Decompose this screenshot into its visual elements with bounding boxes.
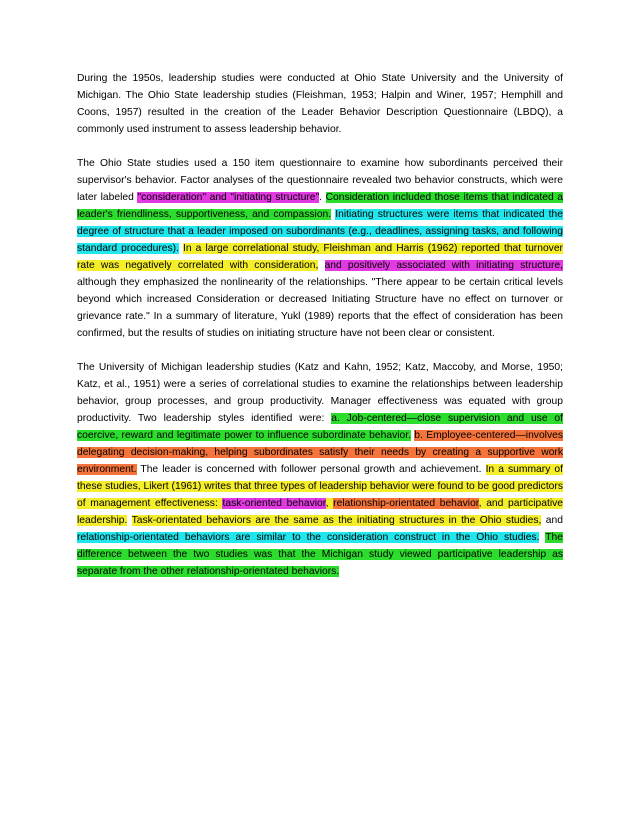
highlighted-text-span: In a summary of these studies, Likert (1961) writes that three types of leadership behavior were found to be good predictors of management effectiveness: bbox=[77, 464, 563, 509]
highlighted-text-span: relationship-orientated behavior bbox=[333, 498, 479, 509]
paragraph-2 bbox=[77, 155, 563, 342]
highlighted-text-span: and positively associated with initiating structure, bbox=[324, 260, 563, 271]
text-span: although they emphasized the nonlinearity of the relationships. "There appear to be certain critical levels beyond which increased Consideration or decreased Initiating Structure have no effect on turnover or grievance rate." In a summary of literature, Yukl (1989) reports that the effect of consideration has been confirmed, but the results of studies on initiating structure have not been clear or consistent. bbox=[77, 277, 563, 339]
highlighted-text-span: relationship-orientated behaviors are similar to the consideration construct in the Ohio studies. bbox=[77, 532, 540, 543]
paragraph-1 bbox=[77, 70, 563, 138]
highlighted-text-span: Consideration included those items that indicated a leader's friendliness, supportiveness, and compassion. bbox=[77, 192, 563, 220]
highlighted-text-span: , bbox=[325, 498, 334, 509]
highlighted-text-span: "consideration" and "initiating structure" bbox=[137, 192, 320, 203]
highlighted-text-span: b. Employee-centered—involves delegating decision-making, helping subordinates satisfy their needs by creating a supportive work environment. bbox=[77, 430, 563, 475]
highlighted-text-span: Initiating structures were items that indicated the degree of structure that a leader imposed on subordinants (e.g., deadlines, assigning tasks, and following standard procedures). bbox=[77, 209, 563, 254]
highlighted-text-span: , and participative leadership. bbox=[77, 498, 563, 526]
document-body bbox=[77, 70, 563, 597]
text-span: During the 1950s, leadership studies were conducted at Ohio State University and the University of Michigan. The Ohio State leadership studies (Fleishman, 1953; Halpin and Winer, 1957; Hemphill and Coons, 1957) resulted in the creation of the Leader Behavior Description Questionnaire (LBDQ), a commonly used instrument to assess leadership behavior. bbox=[77, 73, 563, 135]
paragraph-3 bbox=[77, 359, 563, 580]
text-span bbox=[318, 260, 324, 271]
highlighted-text-span: Task-orientated behaviors are the same as the initiating structures in the Ohio studies, bbox=[131, 515, 542, 526]
text-span: and bbox=[541, 515, 563, 526]
highlighted-text-span: In a large correlational study, Fleishman and Harris (1962) reported that turnover rate was negatively correlated with consideration, bbox=[77, 243, 563, 271]
highlighted-text-span: a. Job-centered—close supervision and use of coercive, reward and legitimate power to influence subordinate behavior. bbox=[77, 413, 563, 441]
text-span: . bbox=[319, 192, 326, 203]
text-span: The leader is concerned with follower personal growth and achievement. bbox=[136, 464, 486, 475]
text-span: The Ohio State studies used a 150 item questionnaire to examine how subordinants perceived their supervisor's behavior. Factor analyses of the questionnaire revealed two behavior constructs, which were later labeled bbox=[77, 158, 563, 203]
text-span bbox=[127, 515, 131, 526]
highlighted-text-span: task-oriented behavior bbox=[222, 498, 326, 509]
highlighted-text-span: The difference between the two studies was that the Michigan study viewed participative leadership as separate from the other relationship-orientated behaviors. bbox=[77, 532, 563, 577]
text-span: The University of Michigan leadership studies (Katz and Kahn, 1952; Katz, Maccoby, and Morse, 1950; Katz, et al., 1951) were a series of correlational studies to examine the relationships between leadership behavior, group processes, and group productivity. Manager effectiveness was equated with group productivity. Two leadership styles identified were: bbox=[77, 362, 563, 424]
